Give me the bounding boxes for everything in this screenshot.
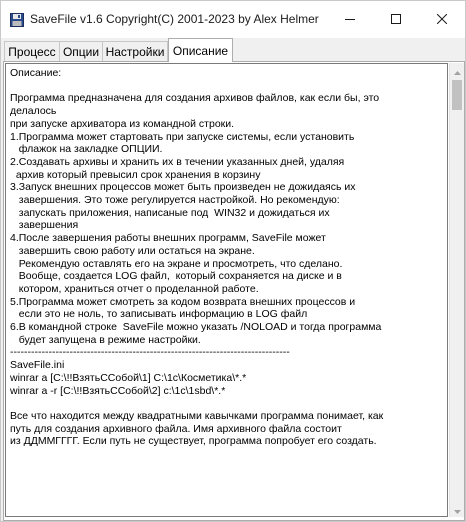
scroll-up-arrow-icon bbox=[454, 62, 461, 80]
description-textarea[interactable] bbox=[5, 63, 448, 517]
tab-settings[interactable] bbox=[102, 41, 168, 61]
tab-description[interactable] bbox=[168, 38, 233, 62]
tab-label: Процесс bbox=[8, 44, 56, 59]
description-text: Описание: Программа предназначена для создания архивов файлов, как если бы, это делалось при запуске архиватора из командной строки. 1.Программа может стартовать при запуске системы, если установить флажок на закладке ОПЦИИ. 2.Создавать архивы и хранить их в течении указанных дней, удаляя архив который превысил срок хранения в корзину 3.Запуск внешних процессов может быть произведен не дожидаясь их завершения. Это тоже регулируется настройкой. Но рекомендую: запускать приложения, написаные под WIN32 и дожидаться их завершения 4.После завершения работы внешних программ, SaveFile может завершить свою работу или остаться на экране. Рекомендую оставлять его на экране и просмотреть, что сделано. Вообще, создается LOG файл, который сохраняется на диске и в котором, храниться отчет о проделанной работе. 5.Программа может смотреть за кодом возврата внешних процессов и если это не ноль, то записывать информацию в LOG файл 6.В командной строке SaveFile можно указать /NOLOAD и тогда программа будет запущена в режиме настройки. -------------------------------------------------------------------------------- SaveFile.ini winrar a [C:\!!ВзятьССобой\1] C:\1c\Косметика\*.* winrar a -r [C:\!!ВзятьССобой\2] c:\1c\1sbd\*.* Все что находится между квадратными кавычками программа понимает, как путь для создания архивного файла. Имя архивного файла состоит из ДДММГГГГ. Если путь не существует, программа попробует его создать. bbox=[10, 67, 384, 448]
maximize-icon bbox=[391, 11, 401, 29]
tab-label: Опции bbox=[62, 44, 100, 59]
vertical-scrollbar[interactable] bbox=[449, 63, 464, 517]
minimize-icon bbox=[345, 11, 355, 29]
scroll-thumb[interactable] bbox=[452, 80, 462, 110]
close-button[interactable] bbox=[419, 1, 465, 38]
maximize-button[interactable] bbox=[373, 1, 419, 38]
tab-label: Настройки bbox=[105, 44, 165, 59]
close-icon bbox=[437, 11, 447, 29]
tab-panel-description bbox=[3, 61, 465, 521]
scroll-up-button[interactable] bbox=[450, 63, 465, 78]
tab-process[interactable] bbox=[4, 41, 60, 61]
window-title: SaveFile v1.6 Copyright(C) 2001-2023 by Alex Helmer bbox=[30, 12, 319, 26]
floppy-disk-icon[interactable] bbox=[10, 13, 24, 27]
tab-label: Описание bbox=[172, 43, 229, 58]
scroll-down-button[interactable] bbox=[450, 502, 465, 517]
tab-options[interactable] bbox=[59, 41, 103, 61]
title-bar[interactable] bbox=[1, 1, 465, 38]
minimize-button[interactable] bbox=[327, 1, 373, 38]
scroll-down-arrow-icon bbox=[454, 501, 461, 519]
tab-strip bbox=[1, 38, 465, 62]
